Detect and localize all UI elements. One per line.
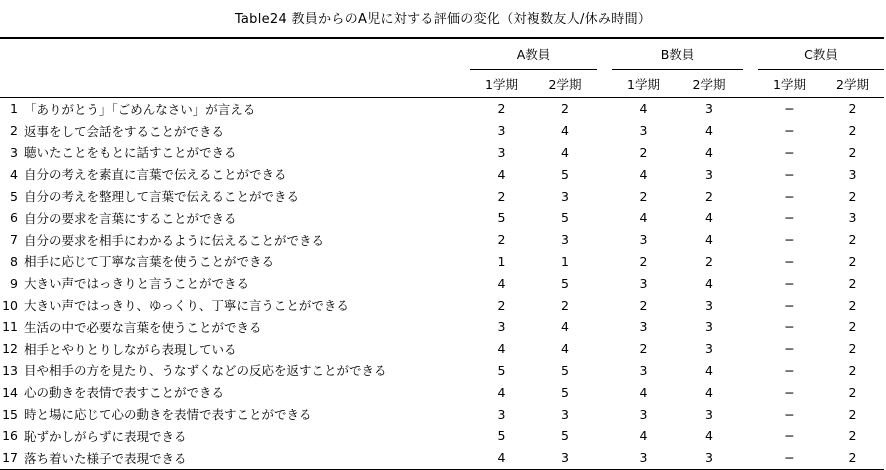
group-header-a: A教員: [470, 38, 597, 70]
row-item: 大きい声ではっきり、ゆっくり、丁寧に言うことができる: [24, 298, 349, 314]
table-row: [0, 98, 884, 120]
score-cell: 1: [497, 253, 506, 269]
score-cell: 2: [561, 101, 569, 117]
score-cell: 4: [470, 447, 533, 469]
score-cell: 3: [497, 123, 506, 139]
score-cell: 5: [497, 210, 506, 226]
row-number: 11: [2, 319, 18, 335]
score-cell: 4: [705, 210, 713, 226]
table-title: Table24 教員からのA児に対する評価の変化（対複数友人/休み時間）: [234, 12, 652, 27]
score-cell: −: [784, 144, 795, 160]
score-cell: 2: [821, 447, 884, 469]
score-cell: 3: [639, 406, 648, 422]
score-cell: 2: [848, 275, 857, 291]
score-cell: 2: [848, 341, 857, 357]
row-item: 相手に応じて丁寧な言葉を使うことができる: [24, 254, 275, 270]
row-item: 自分の要求を言葉にすることができる: [24, 210, 237, 226]
score-cell: 2: [639, 341, 648, 357]
score-cell: 5: [561, 428, 569, 444]
score-cell: 4: [561, 319, 569, 335]
table-row: [0, 360, 884, 382]
row-number: 17: [0, 447, 22, 469]
score-cell: 2: [848, 297, 857, 313]
score-cell: 3: [848, 166, 857, 182]
score-cell: 2: [848, 384, 857, 400]
score-cell: −: [784, 123, 795, 139]
score-cell: −: [784, 166, 795, 182]
score-cell: 2: [639, 297, 648, 313]
row-number: 10: [2, 297, 18, 313]
table-row: [0, 316, 884, 338]
row-number: 6: [10, 210, 18, 226]
score-cell: −: [784, 362, 795, 378]
score-cell: 2: [848, 253, 857, 269]
row-item: 「ありがとう」「ごめんなさい」が言える: [24, 101, 256, 117]
table-row: [0, 272, 884, 294]
score-cell: −: [784, 297, 795, 313]
score-cell: −: [784, 188, 795, 204]
table-row: [0, 229, 884, 251]
row-item: 自分の考えを素直に言葉で伝えることができる: [24, 167, 287, 183]
score-cell: 2: [848, 144, 857, 160]
term-header: 2学期: [821, 70, 884, 98]
row-item: 時と場に応じて心の動きを表情で表すことができる: [24, 407, 312, 423]
row-number: 12: [2, 341, 18, 357]
score-cell: 5: [497, 428, 506, 444]
score-cell: 4: [639, 428, 648, 444]
row-number: 16: [2, 428, 18, 444]
score-cell: 3: [639, 275, 648, 291]
term-header: 1学期: [612, 70, 675, 98]
score-cell: 5: [561, 166, 569, 182]
score-cell: 5: [561, 210, 569, 226]
score-cell: 3: [639, 232, 648, 248]
table-row: [0, 251, 884, 273]
row-number: 4: [10, 166, 18, 182]
score-cell: −: [758, 447, 821, 469]
score-cell: −: [784, 384, 795, 400]
score-cell: 4: [497, 166, 506, 182]
score-cell: 4: [497, 275, 506, 291]
score-cell: −: [784, 428, 795, 444]
table-row: [0, 338, 884, 360]
score-cell: −: [784, 253, 795, 269]
score-cell: 4: [639, 101, 648, 117]
term-header: 1学期: [758, 70, 821, 98]
row-item: 目や相手の方を見たり、うなずくなどの反応を返すことができる: [24, 363, 387, 379]
score-cell: 4: [639, 384, 648, 400]
table-row: [0, 120, 884, 142]
table-row: [0, 142, 884, 164]
row-number: 15: [2, 406, 18, 422]
row-item: 生活の中で必要な言葉を使うことができる: [24, 319, 262, 335]
score-cell: 4: [705, 428, 713, 444]
score-cell: 2: [639, 188, 648, 204]
score-cell: 2: [705, 253, 713, 269]
score-cell: −: [784, 406, 795, 422]
score-cell: 3: [497, 406, 506, 422]
score-cell: 2: [639, 253, 648, 269]
table-row: [0, 294, 884, 316]
score-cell: −: [784, 101, 795, 117]
score-cell: 2: [705, 188, 713, 204]
score-cell: 3: [705, 166, 713, 182]
table-row: [0, 425, 884, 447]
score-cell: 2: [848, 362, 857, 378]
score-cell: 4: [497, 341, 506, 357]
score-cell: 4: [705, 362, 713, 378]
table-row: [0, 163, 884, 185]
score-cell: −: [784, 341, 795, 357]
score-cell: 2: [497, 232, 506, 248]
score-cell: 2: [848, 406, 857, 422]
score-cell: 1: [561, 253, 569, 269]
score-cell: 3: [639, 319, 648, 335]
score-cell: 5: [497, 362, 506, 378]
header-term-row: [0, 70, 884, 98]
score-cell: 3: [533, 447, 597, 469]
score-cell: 3: [848, 210, 857, 226]
row-item: 落ち着いた様子で表現できる: [22, 447, 470, 469]
score-cell: 2: [561, 297, 569, 313]
score-cell: 2: [848, 188, 857, 204]
header-group-row: [0, 38, 884, 70]
score-cell: 3: [705, 406, 713, 422]
table-row: [0, 185, 884, 207]
score-cell: 5: [561, 362, 569, 378]
score-cell: 4: [705, 384, 713, 400]
term-header: 1学期: [470, 70, 533, 98]
score-cell: 4: [705, 144, 713, 160]
term-header: 2学期: [675, 70, 743, 98]
row-number: 2: [10, 123, 18, 139]
score-cell: 2: [848, 232, 857, 248]
score-cell: 3: [612, 447, 675, 469]
score-cell: 3: [561, 406, 569, 422]
row-item: 自分の要求を相手にわかるように伝えることができる: [24, 232, 325, 248]
row-number: 7: [10, 232, 18, 248]
row-item: 聴いたことをもとに話すことができる: [24, 145, 237, 161]
score-cell: 2: [848, 101, 857, 117]
row-number: 9: [10, 275, 18, 291]
row-number: 13: [2, 362, 18, 378]
score-cell: 3: [675, 447, 743, 469]
table-row: [0, 447, 884, 469]
row-item: 心の動きを表情で表すことができる: [24, 385, 225, 401]
score-cell: −: [784, 275, 795, 291]
score-cell: −: [784, 232, 795, 248]
score-cell: 3: [705, 341, 713, 357]
score-cell: 5: [561, 384, 569, 400]
score-cell: 2: [497, 297, 506, 313]
table-row: [0, 403, 884, 425]
score-cell: 4: [497, 384, 506, 400]
score-cell: −: [784, 210, 795, 226]
score-cell: 3: [639, 123, 648, 139]
group-header-b: B教員: [612, 38, 743, 70]
row-number: 8: [10, 253, 18, 269]
row-item: 相手とやりとりしながら表現している: [24, 341, 237, 357]
score-cell: 4: [561, 144, 569, 160]
score-cell: 3: [639, 362, 648, 378]
score-cell: 4: [639, 166, 648, 182]
score-cell: 4: [705, 123, 713, 139]
score-cell: 2: [848, 428, 857, 444]
row-item: 大きい声ではっきりと言うことができる: [24, 276, 250, 292]
score-cell: 3: [497, 144, 506, 160]
row-number: 1: [10, 101, 18, 117]
row-item: 恥ずかしがらずに表現できる: [24, 428, 187, 444]
row-number: 5: [10, 188, 18, 204]
score-cell: 3: [497, 319, 506, 335]
row-item: 自分の考えを整理して言葉で伝えることができる: [24, 189, 300, 205]
table-row: [0, 207, 884, 229]
score-cell: 2: [848, 123, 857, 139]
score-cell: 3: [705, 101, 713, 117]
score-cell: 2: [497, 101, 506, 117]
row-number: 3: [10, 144, 18, 160]
score-cell: 3: [561, 232, 569, 248]
score-cell: 4: [705, 232, 713, 248]
score-cell: 4: [561, 123, 569, 139]
score-cell: 2: [639, 144, 648, 160]
group-header-c: C教員: [758, 38, 884, 70]
score-cell: 3: [705, 297, 713, 313]
score-cell: 3: [561, 188, 569, 204]
score-cell: 5: [561, 275, 569, 291]
row-item: 返事をして会話をすることができる: [24, 123, 225, 139]
table-row: [0, 381, 884, 403]
score-cell: 4: [705, 275, 713, 291]
score-cell: 2: [497, 188, 506, 204]
score-cell: 2: [848, 319, 857, 335]
score-cell: 3: [705, 319, 713, 335]
score-cell: 4: [639, 210, 648, 226]
score-cell: −: [784, 319, 795, 335]
evaluation-table: [0, 37, 884, 470]
row-number: 14: [2, 384, 18, 400]
score-cell: 4: [561, 341, 569, 357]
term-header: 2学期: [533, 70, 597, 98]
